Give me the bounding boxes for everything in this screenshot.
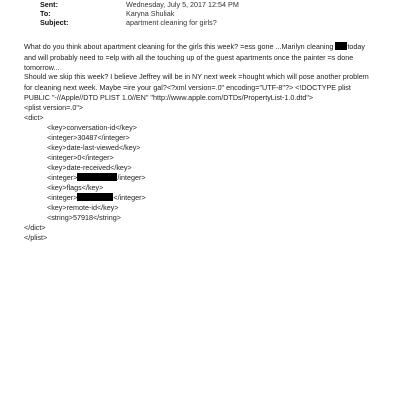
redaction-box — [77, 193, 113, 201]
to-label: To: — [40, 9, 51, 18]
integer-open-tag: <integer> — [47, 173, 78, 182]
subject-label: Subject: — [40, 18, 69, 27]
integer-close-tag: /integer> — [117, 173, 146, 182]
paragraph-1-text-a: What do you think about apartment cleaning for the girls this week? =ess gone ...Marilyn cleaning — [24, 42, 336, 51]
subject-value: apartment cleaning for girls? — [126, 18, 217, 27]
redaction-box — [77, 173, 117, 181]
message-paragraph-2 — [24, 72, 376, 104]
dict-close-tag: </dict> — [24, 223, 46, 232]
integer-conversation-id: <integer>30487</integer> — [47, 133, 130, 142]
plist-open-tag: <plist version=.0"> — [24, 103, 84, 112]
paragraph-1-text-b: today and will probably need to =elp with all the touching up of the guest apartments once the painter =s done tomorrow... — [24, 42, 366, 72]
key-date-received: <key>date-received</key> — [47, 163, 132, 172]
dict-open-tag: <dict> — [24, 113, 44, 122]
sent-value: Wednesday, July 5, 2017 12:54 PM — [126, 0, 239, 9]
plist-close-tag: </plist> — [24, 233, 48, 242]
key-date-last-viewed: <key>date-last-viewed</key> — [47, 143, 141, 152]
paragraph-2-text: Should we skip this week? I believe Jeffrey will be in NY next week =hought which will pose another problem for cleaning next week. Maybe =ire your gal?<?xml version=.0" encoding="UTF-8"?> <!DOCTYPE plist PUBLIC "-//Apple//DTD PLIST 1.0//EN" "http://www.apple.com/DTDs/PropertyList-1.0.dtd"> — [24, 72, 369, 102]
integer-close-tag: </integer> — [113, 193, 146, 202]
key-flags: <key>flags</key> — [47, 183, 104, 192]
sent-label: Sent: — [40, 0, 58, 9]
string-remote-id: <string>57918</string> — [47, 213, 121, 222]
redaction-box — [335, 42, 347, 50]
to-value: Karyna Shuliak — [126, 9, 175, 18]
integer-date-last-viewed: <integer>0</integer> — [47, 153, 114, 162]
integer-open-tag: <integer> — [47, 193, 78, 202]
integer-flags — [47, 193, 146, 204]
message-paragraph-1 — [24, 42, 376, 74]
integer-date-received — [47, 173, 146, 184]
key-remote-id: <key>remote-id</key> — [47, 203, 119, 212]
key-conversation-id: <key>conversation-id</key> — [47, 123, 137, 132]
